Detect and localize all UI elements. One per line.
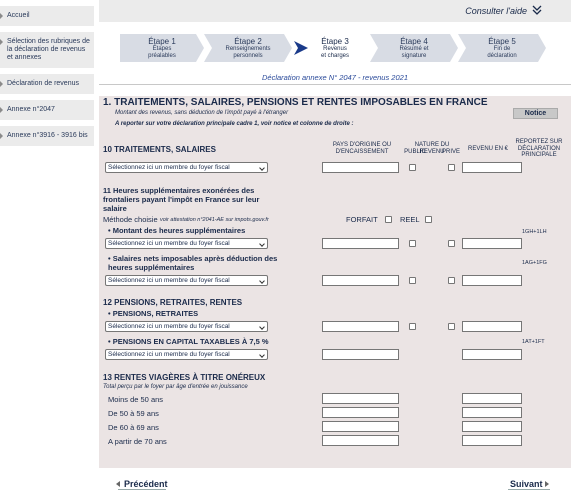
arrow-icon <box>0 39 3 45</box>
step-5: Étape 5 Fin de déclaration <box>458 34 546 62</box>
section-12-title: 12 PENSIONS, RETRAITES, RENTES <box>103 298 243 307</box>
notice-button[interactable]: Notice <box>513 108 558 119</box>
revenu-input[interactable] <box>462 321 522 332</box>
sidebar-item-label: Accueil <box>7 12 30 19</box>
prive-checkbox[interactable] <box>448 240 455 247</box>
public-checkbox[interactable] <box>409 323 416 330</box>
pays-input[interactable] <box>322 421 399 432</box>
public-checkbox[interactable] <box>409 164 416 171</box>
arrow-icon <box>0 107 3 113</box>
col-pays: PAYS D'ORIGINE OU D'ENCAISSEMENT <box>332 142 392 155</box>
prive-checkbox[interactable] <box>448 323 455 330</box>
sidebar-item-accueil[interactable] <box>0 6 94 26</box>
sidebar-item-label: Annexe n°3916 - 3916 bis <box>7 132 88 139</box>
code-1ag: 1AG+1FG <box>522 260 547 266</box>
form-panel <box>99 96 571 468</box>
arrow-icon <box>0 81 3 87</box>
rente-age-label: A partir de 70 ans <box>108 437 167 446</box>
next-arrow-icon <box>545 481 549 487</box>
revenu-input[interactable] <box>462 238 522 249</box>
member-select[interactable]: Sélectionnez ici un membre du foyer fiscal <box>105 321 268 332</box>
revenu-input[interactable] <box>462 407 522 418</box>
pensions-label: • PENSIONS, RETRAITES <box>108 309 199 318</box>
help-link[interactable]: Consulter l'aide <box>465 6 527 16</box>
pensions-capital-label: • PENSIONS EN CAPITAL TAXABLES À 7,5 % <box>108 337 269 346</box>
pays-input[interactable] <box>322 407 399 418</box>
step-2: Étape 2 Renseignements personnels <box>204 34 292 62</box>
revenu-input[interactable] <box>462 393 522 404</box>
step-progress <box>120 34 560 62</box>
next-link[interactable]: Suivant <box>510 479 543 489</box>
caret-down-icon <box>259 278 265 284</box>
revenu-input[interactable] <box>462 421 522 432</box>
col-public: PUBLIC <box>404 149 426 155</box>
pays-input[interactable] <box>322 321 399 332</box>
salaires-nets-label: • Salaires nets imposables après déduction des heures supplémentaires <box>108 254 278 272</box>
declaration-title: Déclaration annexe N° 2047 - revenus 2021 <box>261 73 408 82</box>
section-title: 1. TRAITEMENTS, SALAIRES, PENSIONS ET RENTES IMPOSABLES EN FRANCE <box>103 97 488 108</box>
col-revenu: REVENU EN € <box>467 146 508 152</box>
reel-label: REEL <box>400 215 420 224</box>
previous-link[interactable]: Précédent <box>124 479 168 489</box>
col-nature: NATURE DU REVENU <box>414 142 450 155</box>
member-select[interactable]: Sélectionnez ici un membre du foyer fiscal <box>105 162 268 173</box>
sidebar-item-declaration[interactable] <box>0 74 94 94</box>
previous-arrow-icon <box>116 481 120 487</box>
section-10-title: 10 TRAITEMENTS, SALAIRES <box>103 145 216 154</box>
methode-note: voir attestation n°2041-AE sur impots.gouv.fr <box>160 217 269 223</box>
sidebar-item-label: Déclaration de revenus <box>7 80 79 87</box>
code-1at: 1AT+1FT <box>522 339 545 345</box>
caret-down-icon <box>259 165 265 171</box>
forfait-label: FORFAIT <box>346 215 378 224</box>
sidebar-item-label: Sélection des rubriques de la déclaration de revenus et annexes <box>7 38 90 61</box>
pays-input[interactable] <box>322 238 399 249</box>
section-13-subtitle: Total perçu par le foyer par âge d'entrée en jouissance <box>103 384 248 390</box>
revenu-input[interactable] <box>462 162 522 173</box>
step-4: Étape 4 Résumé et signature <box>370 34 458 62</box>
pays-input[interactable] <box>322 275 399 286</box>
sidebar-item-annexe-3916[interactable] <box>0 126 94 146</box>
member-select[interactable]: Sélectionnez ici un membre du foyer fiscal <box>105 349 268 360</box>
reel-checkbox[interactable] <box>425 216 432 223</box>
rente-age-label: De 50 à 59 ans <box>108 409 159 418</box>
section-subtitle: Montant des revenus, sans déduction de l'impôt payé à l'étranger <box>115 110 289 116</box>
pays-input[interactable] <box>322 349 399 360</box>
col-prive: PRIVE <box>441 149 460 155</box>
pays-input[interactable] <box>322 435 399 446</box>
sidebar <box>0 0 94 500</box>
sidebar-item-label: Annexe n°2047 <box>7 106 55 113</box>
methode-label: Méthode choisie <box>103 215 158 224</box>
revenu-input[interactable] <box>462 275 522 286</box>
sidebar-item-annexe-2047[interactable] <box>0 100 94 120</box>
step-1: Étape 1 Étapes préalables <box>120 34 204 62</box>
forfait-checkbox[interactable] <box>385 216 392 223</box>
public-checkbox[interactable] <box>409 277 416 284</box>
section-11-title: 11 Heures supplémentaires exonérées des frontaliers payant l'impôt en France sur leur salaire <box>103 186 260 213</box>
rente-age-label: De 60 à 69 ans <box>108 423 159 432</box>
pays-input[interactable] <box>322 393 399 404</box>
arrow-icon <box>0 133 3 139</box>
section-instruction: A reporter sur votre déclaration principale cadre 1, voir notice et colonne de droite : <box>115 121 354 127</box>
revenu-input[interactable] <box>462 435 522 446</box>
caret-down-icon <box>259 241 265 247</box>
top-bar <box>99 0 571 22</box>
caret-down-icon <box>259 352 265 358</box>
sidebar-item-selection[interactable] <box>0 32 94 68</box>
prive-checkbox[interactable] <box>448 277 455 284</box>
double-chevron-down-icon[interactable] <box>531 4 543 16</box>
divider <box>99 84 571 85</box>
montant-heures-label: • Montant des heures supplémentaires <box>108 226 246 235</box>
section-13-title: 13 RENTES VIAGÈRES À TITRE ONÉREUX <box>103 373 266 382</box>
pays-input[interactable] <box>322 162 399 173</box>
rente-age-label: Moins de 50 ans <box>108 395 164 404</box>
step-3: Étape 3 Revenus et charges <box>320 37 350 59</box>
next-underline <box>508 489 550 490</box>
col-reportez: REPORTEZ SUR DÉCLARATION PRINCIPALE <box>515 139 563 158</box>
revenu-input[interactable] <box>462 349 522 360</box>
previous-underline <box>118 489 166 490</box>
arrow-icon <box>0 13 3 19</box>
member-select[interactable]: Sélectionnez ici un membre du foyer fiscal <box>105 238 268 249</box>
prive-checkbox[interactable] <box>448 164 455 171</box>
code-1gh: 1GH+1LH <box>522 229 547 235</box>
public-checkbox[interactable] <box>409 240 416 247</box>
current-step-arrow-icon <box>294 41 308 55</box>
caret-down-icon <box>259 324 265 330</box>
member-select[interactable]: Sélectionnez ici un membre du foyer fiscal <box>105 275 268 286</box>
